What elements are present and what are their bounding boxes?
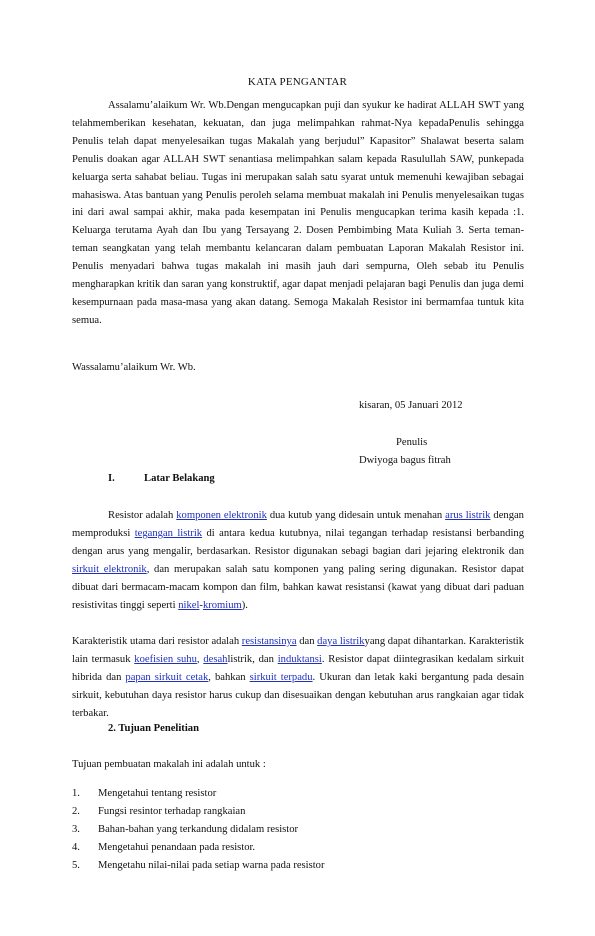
list-item-number: 2. bbox=[72, 805, 80, 817]
link-sirkuit-terpadu[interactable]: sirkuit terpadu bbox=[249, 671, 313, 683]
closing-greeting: Wassalamu’alaikum Wr. Wb. bbox=[72, 362, 196, 373]
text-run: dua kutub yang didesain untuk menahan bbox=[266, 510, 446, 521]
opening-paragraph bbox=[72, 97, 524, 330]
section-1-paragraph-1 bbox=[72, 507, 524, 614]
text-run: yang dapat dihantarkan. Karakteristik lain termasuk bbox=[72, 636, 525, 665]
text-run: Resistor adalah bbox=[108, 510, 177, 521]
text-run: . Ukuran dan letak kaki bergantung pada desain sirkuit, kebutuhan daya resistor harus cukup dan disesuaikan dengan kebutuhan arus rangkaian agar tidak terbakar. bbox=[72, 671, 524, 719]
link-desah[interactable]: desah bbox=[203, 653, 228, 665]
text-run: Karakteristik utama dari resistor adalah bbox=[72, 636, 242, 647]
section-1-paragraph-2 bbox=[72, 633, 524, 723]
text-run: . Resistor dapat diintegrasikan kedalam sirkuit hibrida dan bbox=[72, 653, 525, 683]
list-item-text: Mengetahui penandaan pada resistor. bbox=[98, 841, 256, 853]
list-item-number: 3. bbox=[72, 823, 80, 835]
document-title: KATA PENGANTAR bbox=[247, 76, 348, 88]
link-tegangan-listrik[interactable]: tegangan listrik bbox=[134, 527, 203, 539]
link-komponen-elektronik[interactable]: komponen elektronik bbox=[176, 510, 267, 521]
list-item bbox=[72, 839, 325, 857]
text-run: dan bbox=[296, 636, 318, 647]
link-resistansinya[interactable]: resistansinya bbox=[241, 636, 297, 647]
signature-label: Penulis bbox=[396, 437, 428, 448]
objectives-list bbox=[72, 785, 325, 874]
link-sirkuit-elektronik[interactable]: sirkuit elektronik bbox=[72, 563, 147, 575]
text-run: - bbox=[199, 599, 203, 611]
text-run: , dan merupakan salah satu komponen yang paling sering digunakan. Resistor dapat dibuat dari bermacam-macam kompon dan film, bahkan kawat resistansi (kawat yang dibuat dari paduan resistivitas tinggi seperti bbox=[72, 563, 525, 611]
list-item-text: Mengetahui tentang resistor bbox=[98, 788, 217, 799]
list-item-number: 1. bbox=[72, 788, 80, 799]
text-run: , bahkan bbox=[208, 671, 250, 683]
link-papan-sirkuit-cetak[interactable]: papan sirkuit cetak bbox=[125, 671, 209, 683]
link-daya-listrik[interactable]: daya listrik bbox=[317, 636, 365, 647]
text-run: , bbox=[196, 653, 204, 665]
text-run: di antara kedua kutubnya, nilai tegangan terhadap resistansi berbanding dengan arus yang mengalir, berdasarkan. Resistor digunakan sebagi bagian dari jejaring elektronik dan bbox=[72, 527, 524, 557]
list-item-text: Fungsi resintor terhadap rangkaian bbox=[98, 805, 246, 817]
opening-paragraph-text: Assalamu’alaikum Wr. Wb.Dengan mengucapkan puji dan syukur ke hadirat ALLAH SWT yang telahmemberikan kesehatan, kekuatan, dan juga melimpahkan rahmat-Nya kepadaPenulis sehingga Penulis telah dapat menyelesaikan tugas Makalah yang berjudul” Kapasitor” Shalawat beserta salam Penulis doakan agar ALLAH SWT senantiasa melimpahkan salam kepada Rasulullah SAW, punkepada keluarga serta sahabat beliau. Tugas ini merupakan salah satu syarat untuk memenuhi kewajiban sebagai mahasiswa. Atas bantuan yang Penulis peroleh selama membuat makalah ini Penulis menyelesaikan tugas ini dari awal sampai akhir, maka pada kesempatan ini Penulis mengucapkan terima kasih kepada :1. Keluarga terutama Ayah dan Ibu yang Tersayang 2. Dosen Pembimbing Mata Kuliah 3. Serta teman-teman seangkatan yang telah membantu kelancaran dalam pembuatan Laporan Makalah Resistor ini. Penulis menyadari bahwa tugas makalah ini masih jauh dari sempurna, Oleh sebab itu Penulis mengharapkan kritik dan saran yang konstruktif, agar dapat menjadi pelajaran bagi Penulis dan juga demi kesempurnaan pada masa-masa yang akan datang. Semoga Makalah Resistor ini bermamfaa tuntuk kita semua. bbox=[72, 100, 524, 326]
place-date: kisaran, 05 Januari 2012 bbox=[359, 400, 463, 411]
author-name: Dwiyoga bagus fitrah bbox=[359, 455, 451, 466]
text-run: ). bbox=[241, 599, 248, 611]
link-kromium[interactable]: kromium bbox=[202, 599, 242, 611]
list-item bbox=[72, 803, 325, 821]
list-item-text: Mengetahu nilai-nilai pada setiap warna pada resistor bbox=[98, 859, 325, 871]
link-induktansi[interactable]: induktansi bbox=[277, 653, 322, 665]
list-item-number: 4. bbox=[72, 841, 80, 853]
section-1-number: I. bbox=[108, 473, 115, 484]
list-item bbox=[72, 785, 325, 803]
link-nikel[interactable]: nikel bbox=[178, 599, 200, 611]
section-1-heading: Latar Belakang bbox=[144, 473, 215, 484]
list-item bbox=[72, 821, 325, 839]
list-item-text: Bahan-bahan yang terkandung didalam resistor bbox=[98, 823, 299, 835]
link-koefisien-suhu[interactable]: koefisien suhu bbox=[134, 653, 197, 665]
list-item bbox=[72, 857, 325, 875]
section-2-heading: 2. Tujuan Penelitian bbox=[108, 723, 199, 734]
link-arus-listrik[interactable]: arus listrik bbox=[445, 510, 491, 521]
list-item-number: 5. bbox=[72, 859, 80, 871]
section-2-intro: Tujuan pembuatan makalah ini adalah untuk : bbox=[72, 759, 266, 770]
text-run: listrik, dan bbox=[227, 653, 278, 665]
text-run: dengan memproduksi bbox=[72, 510, 524, 539]
